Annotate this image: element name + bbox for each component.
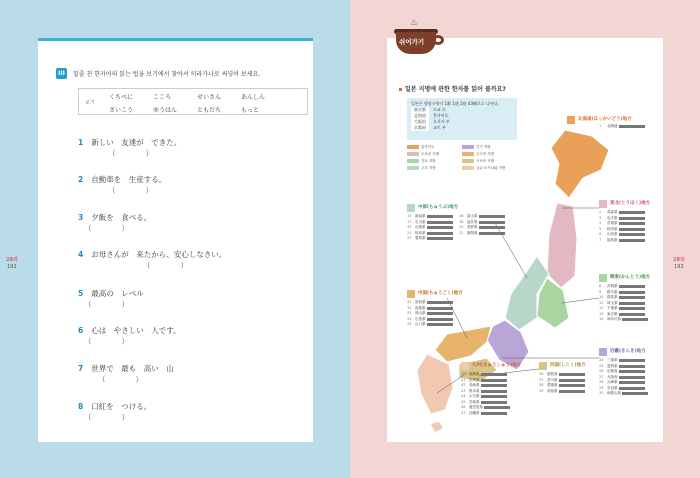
exercise-item: 2 自動車を 生産する。 （ ） — [78, 175, 167, 195]
reading-blank[interactable] — [619, 365, 645, 368]
exercise-item: 6 心は やさしい 人です。 （ ） — [78, 326, 181, 346]
prefecture-number: 29 — [599, 385, 604, 390]
prefecture-number: 1 — [599, 124, 602, 128]
prefecture-number: 42 — [461, 383, 466, 387]
prefecture-name: 徳島県 — [547, 372, 558, 376]
prefecture-name: 長野県 — [467, 225, 478, 229]
prefecture-number: 4 — [599, 221, 602, 225]
reading-blank[interactable] — [479, 221, 505, 224]
legend-label: 홋카이도 — [421, 145, 435, 149]
prefecture-name: 茨城県 — [607, 284, 618, 288]
prefecture-number: 47 — [461, 410, 466, 415]
prefecture-number: 19 — [407, 225, 412, 229]
reading-blank[interactable] — [481, 395, 507, 398]
exercise-item: 4 お母さんが 来たから、安心しなさい。 （ ） — [78, 250, 227, 270]
prefecture-number: 36 — [539, 372, 544, 376]
reading-blank[interactable] — [619, 285, 645, 288]
prefecture-name: 神奈川県 — [607, 317, 621, 321]
reading-blank[interactable] — [619, 228, 645, 231]
reading-blank[interactable] — [619, 381, 645, 384]
region-title-chubu: 中部(ちゅうぶ)地方 — [407, 204, 461, 212]
legend-label: 도호쿠 지방 — [421, 152, 440, 156]
prefecture-number: 24 — [599, 358, 604, 362]
region-list-tohoku — [599, 210, 645, 243]
prefecture-name: 山口県 — [415, 322, 426, 326]
region-title-shikoku: 四国(しこく)地方 — [539, 362, 589, 370]
prefecture-number: 40 — [461, 372, 466, 376]
legend-label: 규슈·오키나와 지방 — [476, 166, 506, 170]
answer-blank[interactable]: （ ） — [84, 224, 129, 233]
prefecture-name: 宮城県 — [607, 221, 618, 225]
prefecture-name: 千葉県 — [607, 306, 618, 310]
prefecture-row — [599, 317, 648, 323]
prefecture-name: 大阪府 — [607, 374, 618, 379]
prefecture-name: 新潟県 — [415, 214, 426, 218]
prefecture-number: 18 — [459, 219, 464, 224]
reading-blank[interactable] — [479, 215, 505, 218]
reading-blank[interactable] — [559, 379, 585, 382]
prefecture-name: 熊本県 — [469, 388, 480, 393]
prefecture-number: 30 — [599, 391, 604, 395]
right-side-page-label: 28과 193 — [673, 257, 685, 270]
bogi-word-grid — [109, 92, 285, 114]
reading-blank[interactable] — [619, 125, 645, 128]
prefecture-name: 三重県 — [607, 358, 618, 362]
exercise-item: 5 最高の レベル （ ） — [78, 289, 144, 309]
prefecture-name: 沖縄県 — [469, 410, 480, 415]
prefecture-name: 和歌山県 — [607, 391, 621, 395]
answer-blank[interactable]: （ ） — [84, 413, 129, 422]
answer-blank[interactable]: （ ） — [108, 186, 153, 195]
prefecture-name: 島根県 — [415, 305, 426, 310]
left-page — [38, 38, 313, 442]
prefecture-row — [599, 124, 645, 130]
prefecture-number: 27 — [599, 374, 604, 379]
prefecture-name: 滋賀県 — [607, 363, 618, 368]
prefecture-name: 秋田県 — [607, 226, 618, 231]
prefecture-name: 岡山県 — [415, 311, 426, 315]
prefecture-number: 12 — [599, 306, 604, 310]
prefecture-number: 37 — [539, 377, 544, 382]
region-title-tohoku: 東北(とうほく)地方 — [599, 200, 653, 208]
prefecture-row — [599, 238, 645, 244]
exercise-item: 1 新しい 友達が できた。 （ ） — [78, 138, 182, 158]
answer-blank[interactable]: （ ） — [84, 337, 129, 346]
region-list-chubu — [407, 214, 507, 242]
prefecture-row — [407, 322, 453, 328]
prefecture-number: 33 — [407, 311, 412, 315]
bogi-word: ともだち — [197, 107, 222, 114]
prefecture-name: 兵庫県 — [607, 380, 618, 384]
reading-blank[interactable] — [427, 323, 453, 326]
region-list-kanto — [599, 284, 648, 323]
coffee-cup-icon: ♨ 쉬어가기 — [390, 20, 450, 60]
prefecture-number: 13 — [599, 311, 604, 316]
reading-blank[interactable] — [619, 307, 645, 310]
right-question: 일본 지명에 관한 한자를 읽어 볼까요? — [399, 84, 506, 93]
reading-blank[interactable] — [427, 312, 453, 315]
bogi-word: くちべに — [109, 94, 134, 101]
prefecture-number: 25 — [599, 363, 604, 368]
reading-blank[interactable] — [481, 412, 507, 415]
note-box: 일본은 행정구역이 1都 1道 2府 43縣으로 나뉜다. 東京都 도쿄 도 北海道 홋카이도 大阪府 오사카 부 京都府 교토 부 — [407, 98, 517, 140]
bogi-word: せいさん — [197, 94, 222, 101]
reading-blank[interactable] — [619, 370, 645, 373]
prefecture-name: 栃木県 — [607, 289, 618, 294]
reading-blank[interactable] — [619, 296, 645, 299]
prefecture-number: 23 — [407, 236, 412, 240]
prefecture-name: 埼玉県 — [607, 300, 618, 305]
bogi-word: もっと — [241, 107, 260, 114]
prefecture-number: 44 — [461, 394, 466, 398]
bogi-word: こころ — [153, 94, 172, 101]
prefecture-number: 31 — [407, 300, 412, 304]
question-header — [56, 68, 260, 79]
prefecture-name: 長崎県 — [469, 383, 480, 387]
question-badge: III — [56, 68, 67, 79]
reading-blank[interactable] — [481, 379, 507, 382]
prefecture-number: 9 — [599, 289, 602, 294]
prefecture-number: 15 — [407, 214, 412, 218]
answer-blank[interactable]: （ ） — [108, 149, 153, 158]
prefecture-name: 大分県 — [469, 394, 480, 398]
region-list-shikoku — [539, 372, 585, 394]
reading-blank[interactable] — [427, 221, 453, 224]
reading-blank[interactable] — [427, 215, 453, 218]
reading-blank[interactable] — [619, 233, 645, 236]
prefecture-number: 39 — [539, 388, 544, 393]
region-title-kyushu: 九州(きゅうしゅう)地方 — [461, 362, 524, 370]
instruction-text: 밑줄 친 한자어의 읽는 법을 보기에서 찾아서 히라가나로 써넣어 보세요. — [73, 71, 261, 78]
region-list-hokkaido — [599, 124, 645, 130]
prefecture-name: 岐阜県 — [415, 230, 426, 235]
reading-blank[interactable] — [619, 291, 645, 294]
prefecture-number: 41 — [461, 377, 466, 382]
prefecture-number: 28 — [599, 380, 604, 384]
bogi-word: あんしん — [241, 94, 266, 101]
reading-blank[interactable] — [427, 226, 453, 229]
prefecture-number: 7 — [599, 237, 602, 242]
bogi-word: ゆうはん — [153, 107, 178, 114]
prefecture-number: 8 — [599, 284, 602, 288]
left-side-page-label: 28과 192 — [6, 257, 18, 270]
region-title-kanto: 関東(かんとう)地方 — [599, 274, 653, 282]
reading-blank[interactable] — [619, 222, 645, 225]
exercise-item: 8 口紅を つける。 （ ） — [78, 402, 152, 422]
prefecture-name: 佐賀県 — [469, 377, 480, 382]
prefecture-number: 3 — [599, 215, 602, 220]
prefecture-number: 32 — [407, 305, 412, 310]
prefecture-name: 山梨県 — [415, 225, 426, 229]
region-list-kinki — [599, 358, 648, 397]
prefecture-number: 2 — [599, 210, 602, 214]
prefecture-name: 群馬県 — [607, 295, 618, 299]
reading-blank[interactable] — [479, 226, 505, 229]
right-page — [387, 18, 663, 442]
prefecture-number: 14 — [599, 317, 604, 321]
prefecture-number: 26 — [599, 369, 604, 373]
reading-blank[interactable] — [559, 384, 585, 387]
prefecture-name: 山形県 — [607, 232, 618, 236]
prefecture-row — [461, 411, 510, 417]
prefecture-number: 43 — [461, 388, 466, 393]
prefecture-number: 21 — [407, 230, 412, 235]
prefecture-name: 鳥取県 — [415, 300, 426, 304]
legend-label: 주부 지방 — [421, 166, 436, 170]
prefecture-name: 香川県 — [547, 377, 558, 382]
region-title-kinki: 近畿(きんき)地方 — [599, 348, 649, 356]
exercise-item: 3 夕飯を 食べる。 （ ） — [78, 213, 152, 233]
prefecture-name: 福井県 — [467, 219, 478, 224]
bogi-box — [78, 88, 308, 115]
cup-title: 쉬어가기 — [399, 38, 425, 46]
prefecture-number: 11 — [599, 300, 604, 305]
reading-blank[interactable] — [559, 390, 585, 393]
prefecture-name: 鹿児島県 — [469, 405, 483, 409]
legend-label: 긴키 지방 — [476, 145, 491, 149]
prefecture-name: 岩手県 — [607, 215, 618, 220]
reading-blank[interactable] — [427, 301, 453, 304]
note-title: 일본은 행정구역이 1都 1道 2府 43縣으로 나뉜다. — [411, 101, 499, 106]
prefecture-number: 46 — [461, 405, 466, 409]
reading-blank[interactable] — [484, 406, 510, 409]
prefecture-number: 10 — [599, 295, 604, 299]
prefecture-name: 福島県 — [607, 237, 618, 242]
prefecture-row — [539, 389, 585, 395]
reading-blank[interactable] — [481, 384, 507, 387]
region-list-kyushu — [461, 372, 510, 416]
reading-blank[interactable] — [427, 232, 453, 235]
prefecture-number: 20 — [459, 225, 464, 229]
reading-blank[interactable] — [622, 392, 648, 395]
reading-blank[interactable] — [427, 237, 453, 240]
reading-blank[interactable] — [479, 232, 505, 235]
prefecture-name: 宮崎県 — [469, 399, 480, 404]
prefecture-name: 愛媛県 — [547, 383, 558, 387]
prefecture-name: 北海道 — [607, 124, 618, 128]
prefecture-name: 富山県 — [467, 214, 478, 218]
exercise-item: 7 世界で 最も 高い 山 （ ） — [78, 364, 174, 384]
legend-label: 주고쿠 지방 — [476, 152, 495, 156]
prefecture-name: 奈良県 — [607, 385, 618, 390]
reading-blank[interactable] — [559, 373, 585, 376]
prefecture-row — [459, 231, 507, 237]
reading-blank[interactable] — [619, 217, 645, 220]
reading-blank[interactable] — [481, 373, 507, 376]
prefecture-number: 38 — [539, 383, 544, 387]
prefecture-name: 広島県 — [415, 316, 426, 321]
region-list-chugoku — [407, 300, 453, 328]
prefecture-name: 青森県 — [607, 210, 618, 214]
reading-blank[interactable] — [481, 401, 507, 404]
reading-blank[interactable] — [619, 387, 645, 390]
reading-blank[interactable] — [619, 376, 645, 379]
prefecture-number: 6 — [599, 232, 602, 236]
prefecture-number: 45 — [461, 399, 466, 404]
prefecture-number: 22 — [459, 230, 464, 235]
answer-blank[interactable]: （ ） — [84, 300, 129, 309]
reading-blank[interactable] — [481, 390, 507, 393]
prefecture-number: 34 — [407, 316, 412, 321]
prefecture-name: 高知県 — [547, 388, 558, 393]
legend-label: 간토 지방 — [421, 159, 436, 163]
reading-blank[interactable] — [427, 307, 453, 310]
reading-blank[interactable] — [619, 313, 645, 316]
bogi-word: さいこう — [109, 107, 134, 114]
prefecture-row — [407, 236, 455, 242]
answer-blank[interactable]: （ ） — [98, 375, 143, 384]
region-title-hokkaido: 北海道(ほっかいどう)地方 — [567, 116, 635, 124]
reading-blank[interactable] — [427, 318, 453, 321]
prefecture-name: 愛知県 — [415, 236, 426, 240]
region-title-chugoku: 中国(ちゅうごく)地方 — [407, 290, 466, 298]
prefecture-name: 福岡県 — [469, 372, 480, 376]
prefecture-number: 5 — [599, 226, 602, 231]
prefecture-name: 東京都 — [607, 311, 618, 316]
bogi-label: 보기 — [85, 100, 95, 106]
answer-blank[interactable]: （ ） — [143, 261, 188, 270]
reading-blank[interactable] — [619, 359, 645, 362]
prefecture-name: 京都府 — [607, 369, 618, 373]
legend-label: 시코쿠 지방 — [476, 159, 495, 163]
prefecture-name: 石川県 — [415, 219, 426, 224]
reading-blank[interactable] — [619, 302, 645, 305]
prefecture-row — [599, 391, 648, 397]
prefecture-number: 35 — [407, 322, 412, 326]
reading-blank[interactable] — [622, 318, 648, 321]
prefecture-name: 静岡県 — [467, 230, 478, 235]
reading-blank[interactable] — [619, 239, 645, 242]
prefecture-number: 16 — [459, 214, 464, 218]
prefecture-number: 17 — [407, 219, 412, 224]
reading-blank[interactable] — [619, 211, 645, 214]
